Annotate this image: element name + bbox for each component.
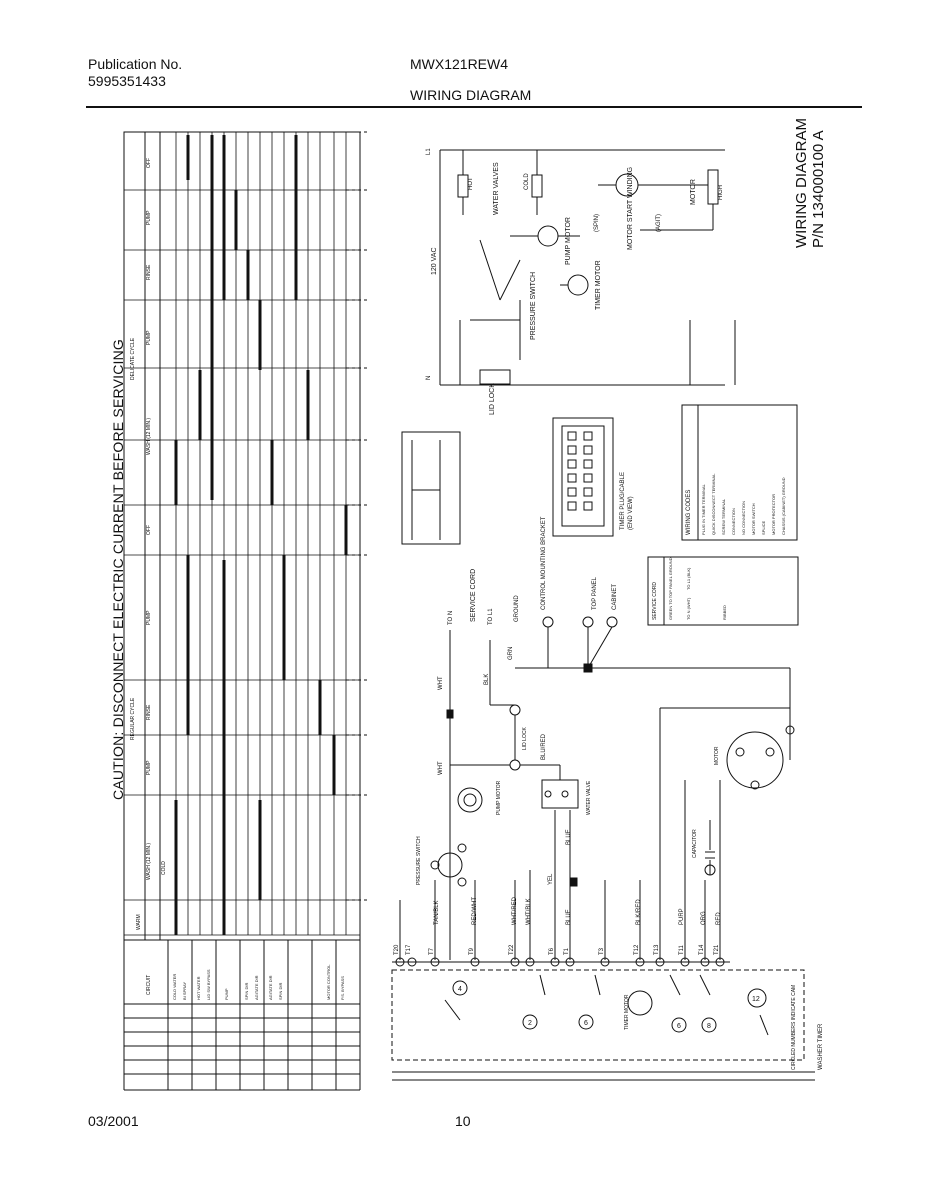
wiring-codes-box [682,405,797,540]
wire-blue-1: BLUE [566,829,572,845]
circuit-row-10: MOTOR CONTROL [326,964,331,1000]
n-label: N [426,375,432,380]
wire-red-wht: RED/WHT [472,897,478,925]
cam-8: 8 [707,1023,711,1030]
section-title: WIRING DIAGRAM [410,87,532,103]
lower-control-bracket: CONTROL MOUNTING BRACKET [541,516,547,610]
wire-tan-blk: TAN/BLK [434,900,440,925]
terminal-t14: T14 [699,944,705,955]
lid-lock-label: LID LOCK [489,383,496,415]
lower-pump-motor: PUMP MOTOR [496,780,502,815]
circuit-header: CIRCUIT [146,974,152,995]
circuit-row-9: SPIN DIR [278,982,283,1000]
wiring-code-1: PLUG IN TIMER TERMINAL [701,484,706,535]
chart-rinse-2: RINSE [146,704,152,720]
terminal-t6: T6 [549,947,555,955]
pressure-switch-label: PRESSURE SWITCH [530,271,537,340]
lower-service-cord: SERVICE CORD [470,568,477,622]
pump-motor-label: PUMP MOTOR [565,217,572,265]
terminal-t21: T21 [714,944,720,955]
terminal-t17: T17 [406,944,412,955]
circuit-row-3: HOT WATER [196,976,201,1000]
wiring-code-6: MOTOR SWITCH [751,503,756,535]
timer-sequence-chart [124,132,368,1090]
circuit-row-1: COLD WATER [172,973,177,1000]
chart-off-lower: OFF [146,525,152,535]
wiring-code-3: SCREW TERMINAL [721,498,726,535]
motor-label: MOTOR [690,179,697,205]
terminal-t22: T22 [509,944,515,955]
hot-label: HOT [468,177,474,190]
circuit-row-8: AGITATE DIR [268,975,273,1000]
cam-6b: 6 [677,1023,681,1030]
terminal-t9: T9 [469,947,475,955]
timer-plug-subtitle: (END VIEW) [628,496,634,530]
service-cord-green: GREEN TO TOP PANEL GROUND [668,557,673,620]
wire-org: ORG [701,911,707,925]
lower-circled-note: CIRCLED NUMBERS INDICATE CAM [791,984,797,1070]
lower-to-n: TO N [448,610,454,625]
wiring-code-4: CONNECTION [731,508,736,535]
motor-start-label: MOTOR START WINDING [627,166,634,250]
service-cord-ribbed: RIBBED [722,605,727,620]
lower-timer-motor: TIMER MOTOR [624,994,630,1030]
ground-connections [515,617,790,730]
chart-pump-4: PUMP [146,760,152,775]
wire-yel: YEL [548,873,554,885]
chart-delicate-cycle: DELICATE CYCLE [130,337,136,380]
circuit-row-4: LID SW BYPASS [206,969,211,1000]
wire-grn: GRN [508,646,514,660]
footer-date: 03/2001 [88,1113,139,1129]
chart-pump-2: PUMP [146,330,152,345]
wiring-codes-title: WIRING CODES [686,489,692,535]
wire-blu-red: BLU/RED [541,733,547,760]
cam-2: 2 [528,1020,532,1027]
lower-wiring [392,630,815,1080]
service-cord-title: SERVICE CORD [652,582,658,620]
terminal-t3: T3 [599,947,605,955]
diagram-part-number: P/N 134000100 A [810,130,827,248]
wiring-code-9: CHASSIS (CABINET) GROUND [781,477,786,535]
terminal-t7: T7 [429,947,435,955]
wire-purp: PURP [679,908,685,925]
cold-label: COLD [524,173,530,190]
high-label: HIGH [718,185,724,200]
model-number: MWX121REW4 [410,56,509,72]
spray-timing-detail [402,432,460,544]
publication-label: Publication No. [88,56,183,72]
lower-to-l1: TO L1 [488,608,494,625]
chart-pump-1: PUMP [146,210,152,225]
diagram-title: WIRING DIAGRAM [793,118,810,248]
wiring-code-2: QUICK DISCONNECT TERMINAL [711,473,716,535]
chart-regular-cycle: REGULAR CYCLE [130,697,136,740]
cam-6a: 6 [584,1020,588,1027]
lower-ground: GROUND [514,595,520,622]
cam-4: 4 [458,986,462,993]
terminal-t1: T1 [564,947,570,955]
footer-page-number: 10 [455,1113,471,1129]
publication-number: 5995351433 [88,73,166,89]
lower-water-valve: WATER VALVE [586,780,592,815]
lower-pressure-switch: PRESSURE SWITCH [416,836,422,885]
wire-red: RED [716,912,722,925]
lower-capacitor: CAPACITOR [692,829,698,858]
circuit-row-11: P.S. BYPASS [340,976,345,1000]
chart-off-upper: OFF [146,158,152,168]
terminal-t12: T12 [634,944,640,955]
wire-blk: BLK [484,673,490,685]
lower-washer-timer: WASHER TIMER [818,1023,824,1070]
chart-pump-3: PUMP [146,610,152,625]
wiring-code-7: SPLICE [761,520,766,535]
circuit-row-5: PUMP [224,988,229,1000]
wire-blk-red: BLK/RED [636,899,642,925]
l1-label: L1 [426,148,432,155]
circuit-row-2: BI SPRAY [182,981,187,1000]
chart-cold: COLD [161,861,167,875]
water-valves-label: WATER VALVES [493,162,500,215]
timer-plug-end-view [553,418,613,536]
spin-label: (SPIN) [594,214,600,232]
agit-label: (AGIT) [656,214,662,232]
terminal-t13: T13 [654,944,660,955]
terminal-t20: T20 [394,944,400,955]
circuit-row-7: AGITATE DIR [254,975,259,1000]
caution-text: CAUTION: DISCONNECT ELECTRIC CURRENT BEFORE SERVICING [110,339,126,800]
timer-plug-title: TIMER PLUG/CABLE [620,471,626,530]
wiring-code-8: MOTOR PROTECTOR [771,494,776,535]
vac-label: 120 VAC [431,247,438,275]
wiring-code-5: NO CONNECTION [741,501,746,535]
terminal-t11: T11 [679,945,685,955]
chart-warm: WARM [136,914,142,930]
timer-motor-label: TIMER MOTOR [595,260,602,310]
service-cord-to-l1: TO L1 (BLK) [686,567,691,590]
wire-blue-2: BLUE [566,909,572,925]
chart-wash-12-upper: WASH (12 MIN.) [146,417,152,455]
wire-wht-1: WHT [438,676,444,690]
chart-wash-12-lower: WASH (12 MIN.) [146,842,152,880]
lower-lid-lock: LID LOCK [522,727,528,750]
chart-rinse-1: RINSE [146,264,152,280]
wire-wht-red: WHT/RED [512,897,518,925]
lower-motor: MOTOR [714,746,720,765]
lower-cabinet: CABINET [612,583,618,610]
cam-12: 12 [752,996,760,1003]
lower-top-panel: TOP PANEL [592,576,598,610]
circuit-row-6: SPIN DIR [244,982,249,1000]
wire-wht-2: WHT [438,761,444,775]
service-cord-to-n: TO N (WHT) [686,597,691,620]
wire-wht-blk: WHT/BLK [526,898,532,925]
